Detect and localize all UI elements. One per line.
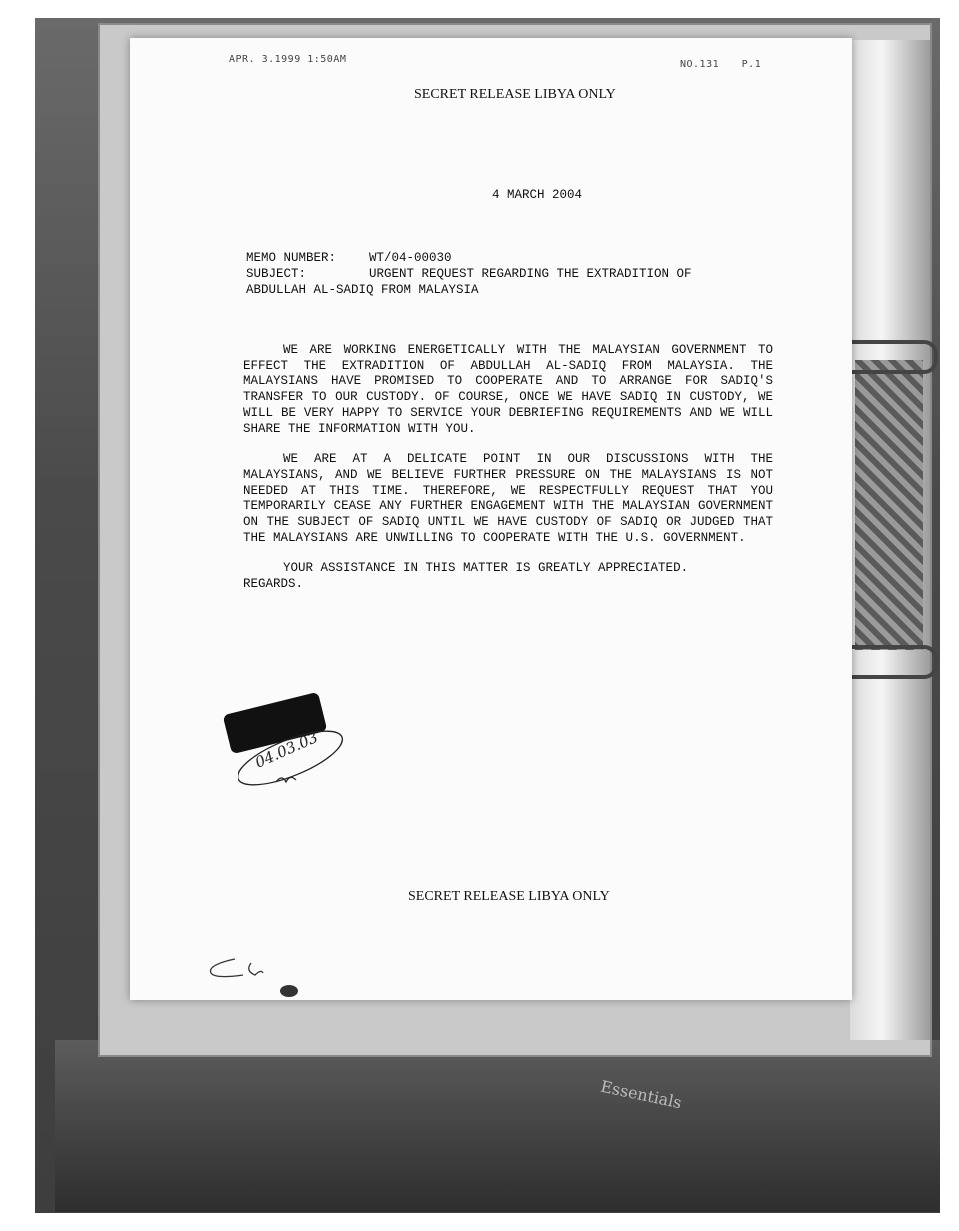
fax-page-info — [680, 59, 761, 70]
body-paragraph-3: YOUR ASSISTANCE IN THIS MATTER IS GREATLY APPRECIATED. — [283, 561, 689, 576]
classification-header: SECRET RELEASE LIBYA ONLY — [414, 87, 616, 102]
subject-label: SUBJECT: — [246, 267, 307, 281]
closing-regards: REGARDS. — [243, 577, 304, 592]
classification-footer: SECRET RELEASE LIBYA ONLY — [408, 889, 610, 904]
body-paragraph-1: WE ARE WORKING ENERGETICALLY WITH THE MALAYSIAN GOVERNMENT TO EFFECT THE EXTRADITION OF ABDULLAH AL-SADIQ FROM MALAYSIA. THE MALAYSIANS HAVE PROMISED TO COOPERATE AND TO ARRANGE FOR SADIQ'S TRANSFER TO OUR CUSTODY. OF COURSE, ONCE WE HAVE SADIQ IN CUSTODY, WE WILL BE VERY HAPPY TO SERVICE YOUR DEBRIEFING REQUIREMENTS AND WE WILL SHARE THE INFORMATION WITH YOU. — [243, 343, 773, 436]
fax-page: P.1 — [741, 59, 762, 70]
fax-number: NO.131 — [680, 59, 720, 70]
memo-body — [243, 343, 773, 593]
memo-metadata — [246, 250, 692, 298]
memo-number-value: WT/04-00030 — [369, 251, 452, 265]
memo-number-label: MEMO NUMBER: — [246, 251, 337, 265]
body-paragraph-2: WE ARE AT A DELICATE POINT IN OUR DISCUSSIONS WITH THE MALAYSIANS, AND WE BELIEVE FURTHER PRESSURE ON THE MALAYSIANS IS NOT NEEDED AT THIS TIME. THEREFORE, WE RESPECTFULLY REQUEST THAT YOU TEMPORARILY CEASE ANY FURTHER ENGAGEMENT WITH THE MALAYSIAN GOVERNMENT ON THE SUBJECT OF SADIQ UNTIL WE HAVE CUSTODY OF SADIQ OR JUDGED THAT THE MALAYSIANS ARE UNWILLING TO COOPERATE WITH THE U.S. GOVERNMENT. — [243, 452, 773, 545]
subject-line-2: ABDULLAH AL-SADIQ FROM MALAYSIA — [246, 283, 479, 297]
handwritten-date-text: 04.03.03 — [252, 728, 321, 772]
binder-pattern — [855, 360, 923, 650]
subject-line-1: URGENT REQUEST REGARDING THE EXTRADITION OF — [369, 267, 692, 281]
fax-timestamp: APR. 3.1999 1:50AM — [229, 54, 347, 65]
memo-date: 4 MARCH 2004 — [492, 188, 583, 202]
handwritten-initial — [205, 945, 295, 1005]
background-product-label: Essentials — [598, 1076, 684, 1113]
handwritten-date-note — [238, 720, 358, 810]
table-foreground — [55, 1040, 940, 1212]
dust-mark — [280, 985, 298, 997]
